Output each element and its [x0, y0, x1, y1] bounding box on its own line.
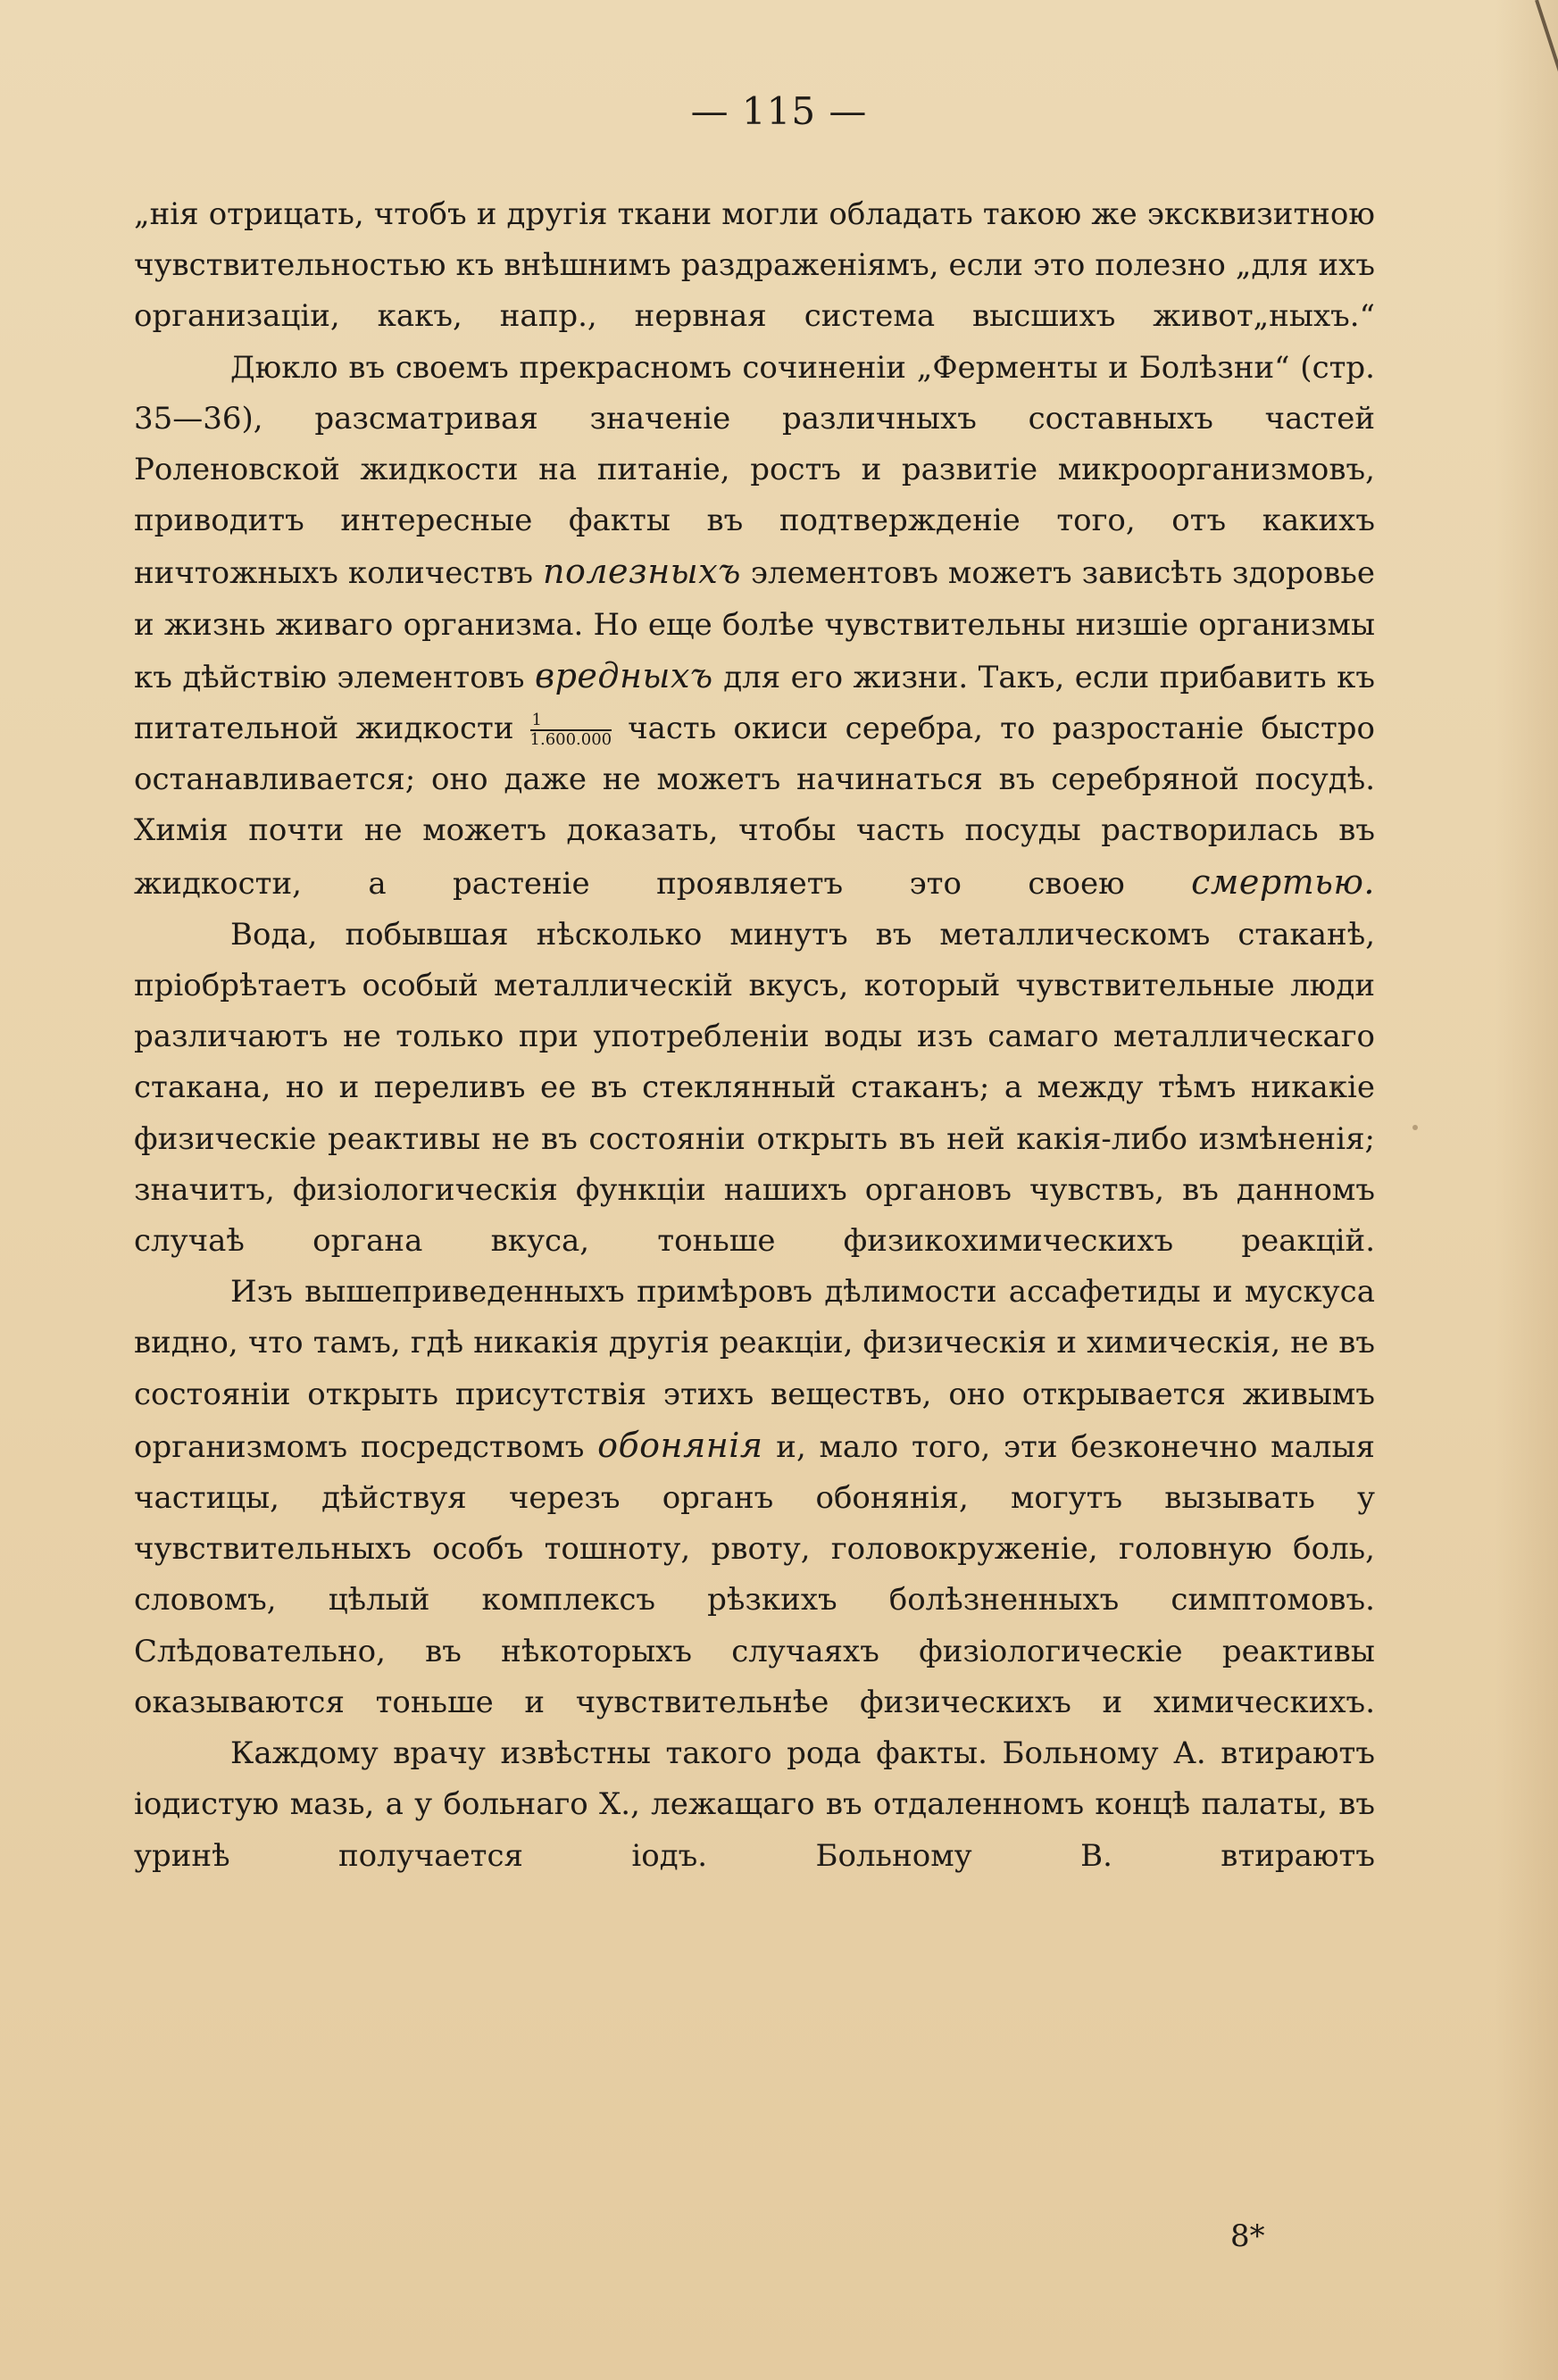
paper-speck: [1412, 1125, 1418, 1130]
fraction-numerator: 1: [530, 712, 612, 731]
paragraph-doctor: Каждому врачу извѣстны такого рода факты. Больному А. втираютъ іодистую мазь, а у больнаго Х., лежащаго въ отдаленномъ концѣ палаты, въ уринѣ получается іодъ. Больному В. втираютъ: [134, 1735, 1375, 1874]
paragraph-text: для его жизни. Такъ, если прибавить къ питательной жидкости: [134, 659, 1375, 747]
signature-mark: 8*: [1230, 2218, 1265, 2254]
paragraph-quote-end: „нія отрицать, чтобъ и другія ткани могли обладать такою же эксквизитною чувствительностью къ внѣшнимъ раздраженіямъ, если это полезно „для ихъ организаціи, какъ, напр., нервная система высшихъ живот„ныхъ.“: [134, 196, 1375, 335]
paper-speck: [1332, 1082, 1341, 1091]
paragraph-duclaux: [134, 343, 1375, 910]
emphasis-harmful: вредныхъ: [534, 655, 713, 695]
paragraph-text: часть окиси серебра, то разростаніе быстро останавливается; оно даже не можетъ начинаться въ серебряной посудѣ. Химія почти не можетъ доказать, чтобы часть посуды растворилась въ жидкости, а растеніе проявляетъ это своею: [134, 711, 1375, 902]
fraction: [530, 712, 612, 749]
emphasis-death: смертью.: [1191, 861, 1375, 902]
paragraph-water: Вода, побывшая нѣсколько минутъ въ металлическомъ стаканѣ, пріобрѣтаетъ особый металлическій вкусъ, который чувствительные люди различаютъ не только при употребленіи воды изъ самаго металлическаго стакана, но и переливъ ее въ стеклянный стаканъ; а между тѣмъ никакіе физическіе реактивы не въ состояніи открыть въ ней какія-либо измѣненія; значитъ, физіологическія функціи нашихъ органовъ чувствъ, въ данномъ случаѣ органа вкуса, тоньше физикохимическихъ реакцій.: [134, 916, 1375, 1260]
page-edge-mark: [1535, 0, 1558, 77]
emphasis-smell: обонянія: [597, 1425, 763, 1465]
paragraph-text: Изъ вышеприведенныхъ примѣровъ дѣлимости ассафетиды и мускуса видно, что тамъ, гдѣ никакія другія реакціи, физическія и химическія, не въ состояніи открыть присутствія этихъ веществъ, оно открывается живымъ организмомъ посредствомъ: [134, 1274, 1375, 1465]
paragraph-text: элементовъ можетъ зависѣть здоровье и жизнь живаго организма. Но еще болѣе чувствительны низшіе организмы къ дѣйствію элементовъ: [134, 555, 1375, 695]
paragraph-text: Дюкло въ своемъ прекрасномъ сочиненіи „Ферменты и Болѣзни“ (стр. 35—36), разсматривая значеніе различныхъ составныхъ частей Роленовской жидкости на питаніе, ростъ и развитіе микроорганизмовъ, приводитъ интересные факты въ подтвержденіе того, отъ какихъ ничтожныхъ количествъ: [134, 349, 1375, 592]
paragraph-examples: [134, 1267, 1375, 1728]
page-number: — 115 —: [690, 89, 868, 133]
emphasis-useful: полезныхъ: [542, 552, 741, 592]
paragraph-text: и, мало того, эти безконечно малыя частицы, дѣйствуя черезъ органъ обонянія, могутъ вызывать у чувствительныхъ особъ тошноту, рвоту, головокруженіе, головную боль, словомъ, цѣлый комплексъ рѣзкихъ болѣзненныхъ симптомовъ. Слѣдовательно, въ нѣкоторыхъ случаяхъ физіологическіе реактивы оказываются тоньше и чувствительнѣе физическихъ и химическихъ.: [134, 1428, 1375, 1720]
page-edge-shadow: [1496, 0, 1558, 2380]
page-body: [134, 189, 1375, 1882]
fraction-denominator: 1.600.000: [529, 730, 612, 750]
